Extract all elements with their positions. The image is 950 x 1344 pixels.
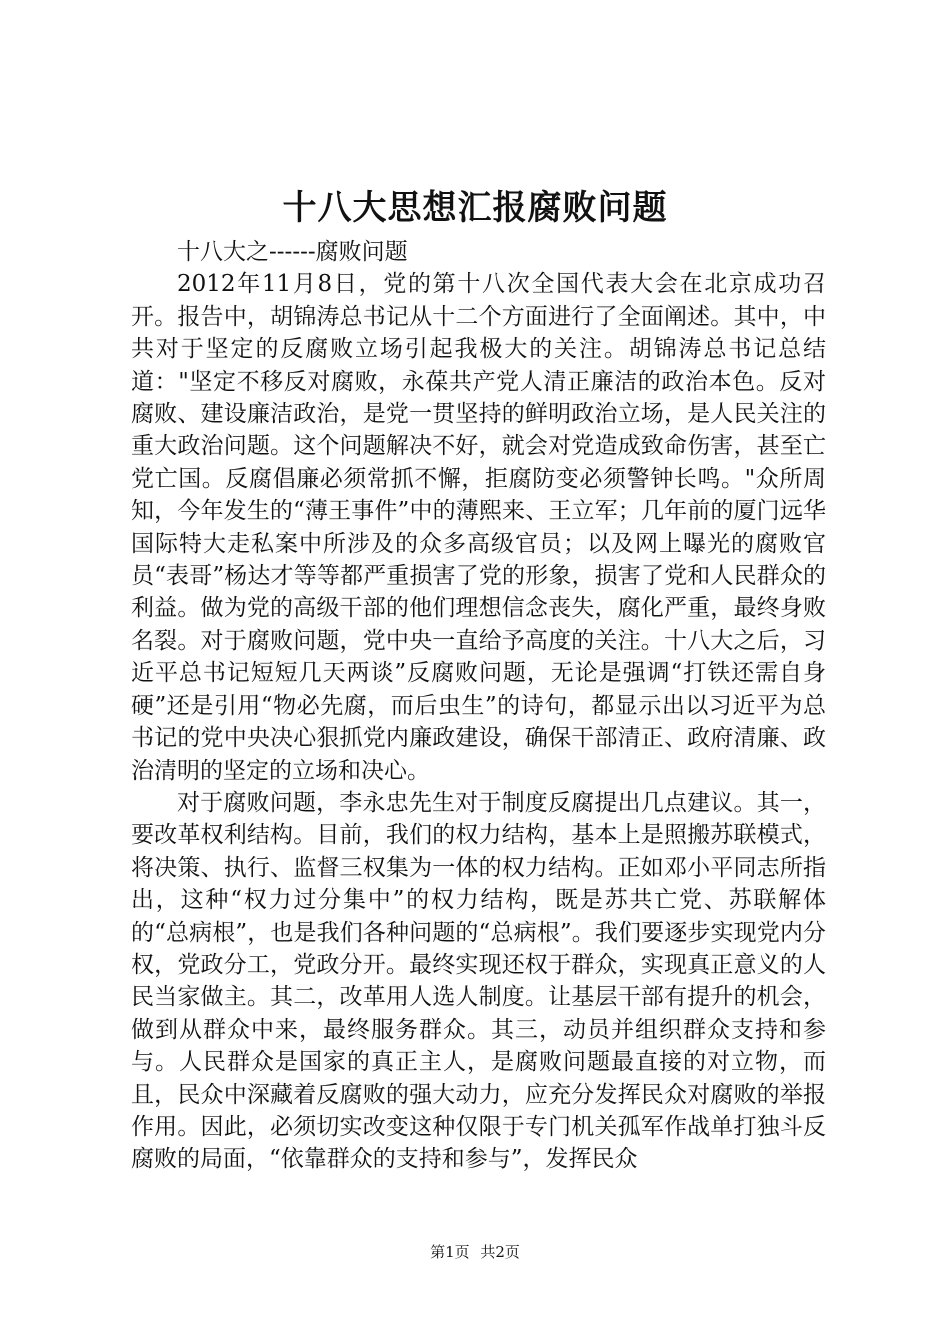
document-body — [131, 236, 826, 1176]
document-title: 十八大思想汇报腐败问题 — [282, 188, 668, 228]
page-number-total: 共2页 — [480, 1243, 520, 1261]
page-number-current: 第1页 — [430, 1243, 470, 1261]
paragraph-subtitle: 十八大之------腐败问题 — [177, 239, 408, 265]
paragraph-2: 对于腐败问题，李永忠先生对于制度反腐提出几点建议。其一，要改革权利结构。目前，我们的权力结构，基本上是照搬苏联模式，将决策、执行、监督三权集为一体的权力结构。正如邓小平同志所指出，这种“权力过分集中”的权力结构，既是苏共亡党、苏联解体的“总病根”，也是我们各种问题的“总病根”。我们要逐步实现党内分权，党政分工，党政分开。最终实现还权于群众，实现真正意义的人民当家做主。其二，改革用人选人制度。让基层干部有提升的机会，做到从群众中来，最终服务群众。其三，动员并组织群众支持和参与。人民群众是国家的真正主人，是腐败问题最直接的对立物，而且，民众中深藏着反腐败的强大动力，应充分发挥民众对腐败的举报作用。因此，必须切实改变这种仅限于专门机关孤军作战单打独斗反腐败的局面，“依靠群众的支持和参与”，发挥民众 — [131, 789, 826, 1173]
page-footer — [0, 1242, 950, 1262]
paragraph-1: 2012年11月8日，党的第十八次全国代表大会在北京成功召开。报告中，胡锦涛总书记从十二个方面进行了全面阐述。其中，中共对于坚定的反腐败立场引起我极大的关注。胡锦涛总书记总结道："坚定不移反对腐败，永葆共产党人清正廉洁的政治本色。反对腐败、建设廉洁政治，是党一贯坚持的鲜明政治立场，是人民关注的重大政治问题。这个问题解决不好，就会对党造成致命伤害，甚至亡党亡国。反腐倡廉必须常抓不懈，拒腐防变必须警钟长鸣。"众所周知，今年发生的“薄王事件”中的薄熙来、王立军；几年前的厦门远华国际特大走私案中所涉及的众多高级官员；以及网上曝光的腐败官员“表哥”杨达才等等都严重损害了党的形象，损害了党和人民群众的利益。做为党的高级干部的他们理想信念丧失，腐化严重，最终身败名裂。对于腐败问题，党中央一直给予高度的关注。十八大之后，习近平总书记短短几天两谈”反腐败问题，无论是强调“打铁还需自身硬”还是引用“物必先腐，而后虫生”的诗句，都显示出以习近平为总书记的党中央决心狠抓党内廉政建设，确保干部清正、政府清廉、政治清明的坚定的立场和决心。 — [131, 271, 826, 784]
